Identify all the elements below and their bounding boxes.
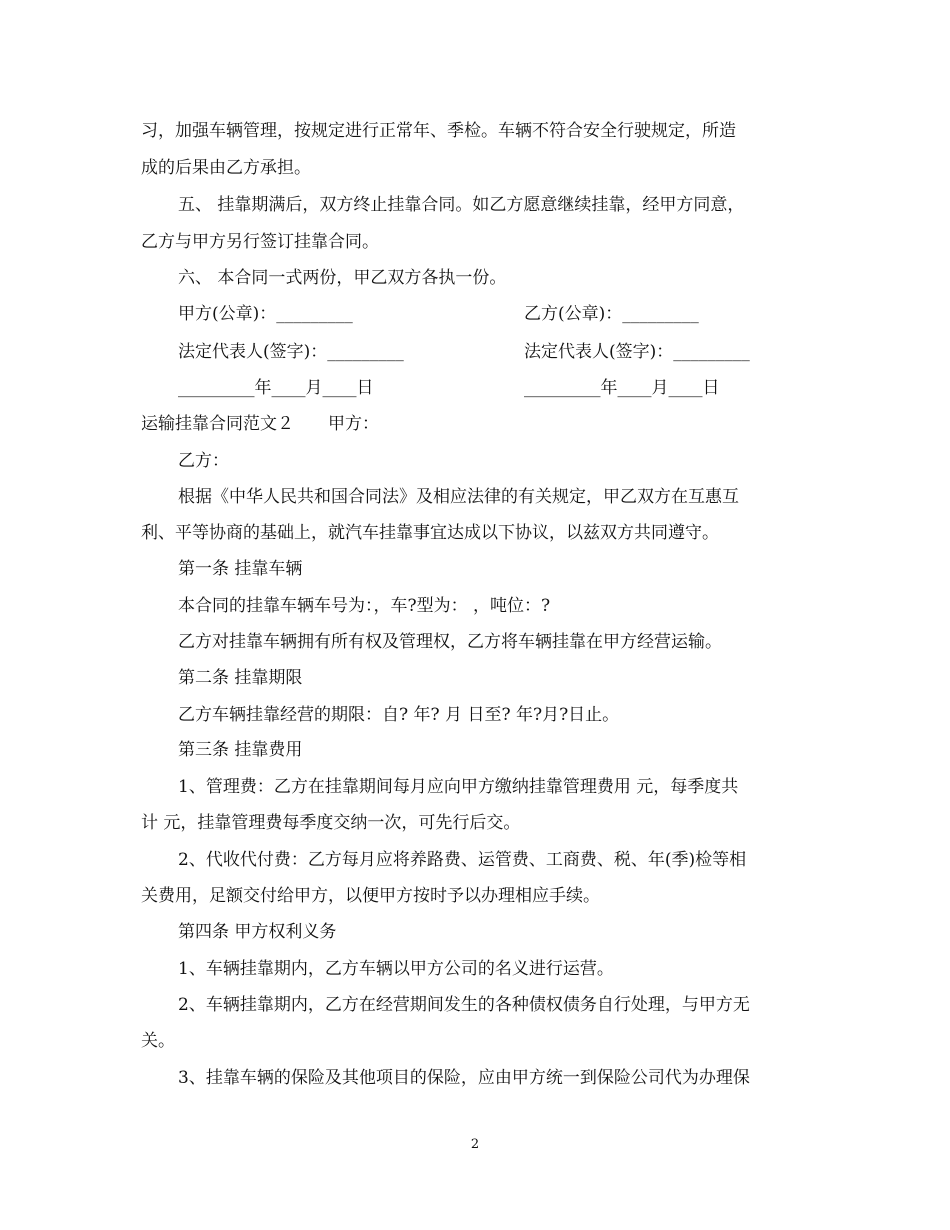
text-line: 运输挂靠合同范文２ 甲方： <box>141 414 379 434</box>
text-line: 五、 挂靠期满后，双方终止挂靠合同。如乙方愿意继续挂靠，经甲方同意， <box>178 195 745 215</box>
text-line: 2、代收代付费：乙方每月应将养路费、运管费、工商费、税、年(季)检等相 <box>178 850 747 870</box>
text-line: 利、平等协商的基础上，就汽车挂靠事宜达成以下协议，以兹双方共同遵守。 <box>141 523 719 543</box>
text-line: 六、 本合同一式两份，甲乙双方各执一份。 <box>178 268 507 288</box>
text-line: 关。 <box>141 1031 175 1051</box>
text-line: 第二条 挂靠期限 <box>178 668 303 688</box>
text-line: 第四条 甲方权利义务 <box>178 922 337 942</box>
text-line: 本合同的挂靠车辆车号为：，车?型为： ，吨位：? <box>178 596 551 616</box>
signature-right: 乙方(公章)：_________ <box>524 304 699 324</box>
signature-left: _________年____月____日 <box>178 378 374 398</box>
text-line: 1、管理费：乙方在挂靠期间每月应向甲方缴纳挂靠管理费用 元，每季度共 <box>178 777 739 797</box>
text-line: 第三条 挂靠费用 <box>178 740 303 760</box>
text-line: 1、车辆挂靠期内，乙方车辆以甲方公司的名义进行运营。 <box>178 959 614 979</box>
signature-right: _________年____月____日 <box>524 378 720 398</box>
text-line: 计 元，挂靠管理费每季度交纳一次，可先行后交。 <box>141 813 521 833</box>
text-line: 乙方车辆挂靠经营的期限：自? 年? 月 日至? 年?月?日止。 <box>178 705 620 725</box>
text-line: 乙方： <box>178 451 229 471</box>
text-line: 根据《中华人民共和国合同法》及相应法律的有关规定，甲乙双方在互惠互 <box>178 487 739 507</box>
page-number: 2 <box>470 1137 480 1152</box>
signature-left: 甲方(公章)：_________ <box>178 304 353 324</box>
signature-right: 法定代表人(签字)：_________ <box>524 342 750 362</box>
text-line: 2、车辆挂靠期内，乙方在经营期间发生的各种债权债务自行处理，与甲方无 <box>178 995 750 1015</box>
text-line: 第一条 挂靠车辆 <box>178 559 303 579</box>
text-line: 乙方对挂靠车辆拥有所有权及管理权，乙方将车辆挂靠在甲方经营运输。 <box>178 632 722 652</box>
text-line: 关费用，足额交付给甲方，以便甲方按时予以办理相应手续。 <box>141 886 600 906</box>
text-line: 3、挂靠车辆的保险及其他项目的保险，应由甲方统一到保险公司代为办理保 <box>178 1068 750 1088</box>
text-line: 成的后果由乙方承担。 <box>141 158 311 178</box>
text-line: 乙方与甲方另行签订挂靠合同。 <box>141 232 379 252</box>
text-line: 习，加强车辆管理，按规定进行正常年、季检。车辆不符合安全行驶规定，所造 <box>141 121 736 141</box>
signature-left: 法定代表人(签字)：_________ <box>178 342 404 362</box>
